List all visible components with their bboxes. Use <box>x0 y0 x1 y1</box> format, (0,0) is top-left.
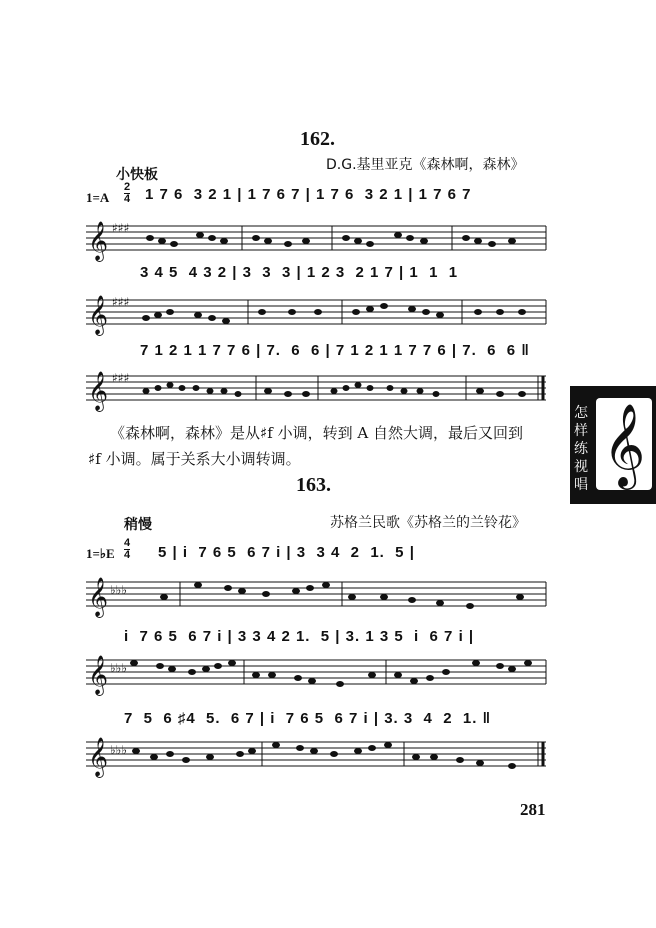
song-163-source: 苏格兰民歌《苏格兰的兰铃花》 <box>330 515 526 531</box>
song-162-source: D.G.基里亚克《森林啊，森林》 <box>326 157 525 173</box>
sharp-icon: ♯♯♯ <box>112 221 130 235</box>
treble-clef-icon: 𝄞 <box>88 737 109 777</box>
song-162-jianpu-row-3: 7 1 2 1 1 7 7 6 | 7. 6 6 | 7 1 2 1 1 7 7 6 | 7. 6 6 ‖ <box>140 342 530 359</box>
song-162-tempo: 小快板 <box>116 167 158 183</box>
page-number: 281 <box>520 800 546 819</box>
treble-clef-icon: 𝄞 <box>88 295 109 335</box>
song-163-jianpu-row-3: 7 5 6 ♯4 5. 6 7 | i 7 6 5 6 7 i | 3. 3 4 2 1. ‖ <box>124 710 492 727</box>
time-bottom: 4 <box>124 193 131 205</box>
flat-icon: ♭♭♭ <box>110 743 127 757</box>
song-163-jianpu-row-1: 5 | i 7 6 5 6 7 i | 3 3 4 2 1. 5 | <box>158 544 415 561</box>
song-162-number: 162. <box>300 128 335 150</box>
time-top: 4 <box>124 537 131 549</box>
staff-163-1 <box>86 582 546 606</box>
treble-clef-icon: 𝄞 <box>88 221 109 261</box>
song-162-jianpu-row-1: 1 7 6 3 2 1 | 1 7 6 7 | 1 7 6 3 2 1 | 1 7 6 7 <box>145 186 472 203</box>
song-162-jianpu-row-2: 3 4 5 4 3 2 | 3 3 3 | 1 2 3 2 1 7 | 1 1 1 <box>140 264 459 281</box>
treble-clef-icon: 𝄞 <box>88 577 109 617</box>
tab-char: 怎 <box>574 405 588 421</box>
paragraph-line-2: ♯f 小调。属于关系大小调转调。 <box>88 450 301 468</box>
notes-162-3 <box>143 382 527 397</box>
chapter-side-tab <box>570 386 656 504</box>
notes-162-1 <box>146 232 516 247</box>
flat-icon: ♭♭♭ <box>110 583 127 597</box>
notes-163-3 <box>132 742 516 769</box>
time-bottom: 4 <box>124 549 131 561</box>
flat-icon: ♭♭♭ <box>110 661 127 675</box>
song-162-key: 1=A <box>86 190 110 205</box>
song-163-key: 1=♭E <box>86 546 115 561</box>
tab-char: 练 <box>574 441 588 457</box>
song-163-jianpu-row-2: i 7 6 5 6 7 i | 3 3 4 2 1. 5 | 3. 1 3 5 i 6 7 i | <box>124 628 475 645</box>
notes-163-2 <box>130 660 532 687</box>
side-tab-label <box>574 404 592 494</box>
sharp-icon: ♯♯♯ <box>112 295 130 309</box>
time-top: 2 <box>124 181 131 193</box>
tab-char: 样 <box>574 423 588 439</box>
song-163-number: 163. <box>296 474 331 496</box>
treble-clef-icon: 𝄞 <box>88 371 109 411</box>
sharp-icon: ♯♯♯ <box>112 371 130 385</box>
tab-char: 视 <box>574 459 588 475</box>
treble-clef-icon: 𝄞 <box>88 655 109 695</box>
song-163-tempo: 稍慢 <box>124 517 152 533</box>
tab-char: 唱 <box>574 477 588 493</box>
treble-clef-icon: 𝄞 <box>596 398 652 490</box>
paragraph-line-1: 《森林啊，森林》是从♯f 小调，转到 A 自然大调，最后又回到 <box>110 424 523 442</box>
staff-162-1 <box>86 226 546 250</box>
